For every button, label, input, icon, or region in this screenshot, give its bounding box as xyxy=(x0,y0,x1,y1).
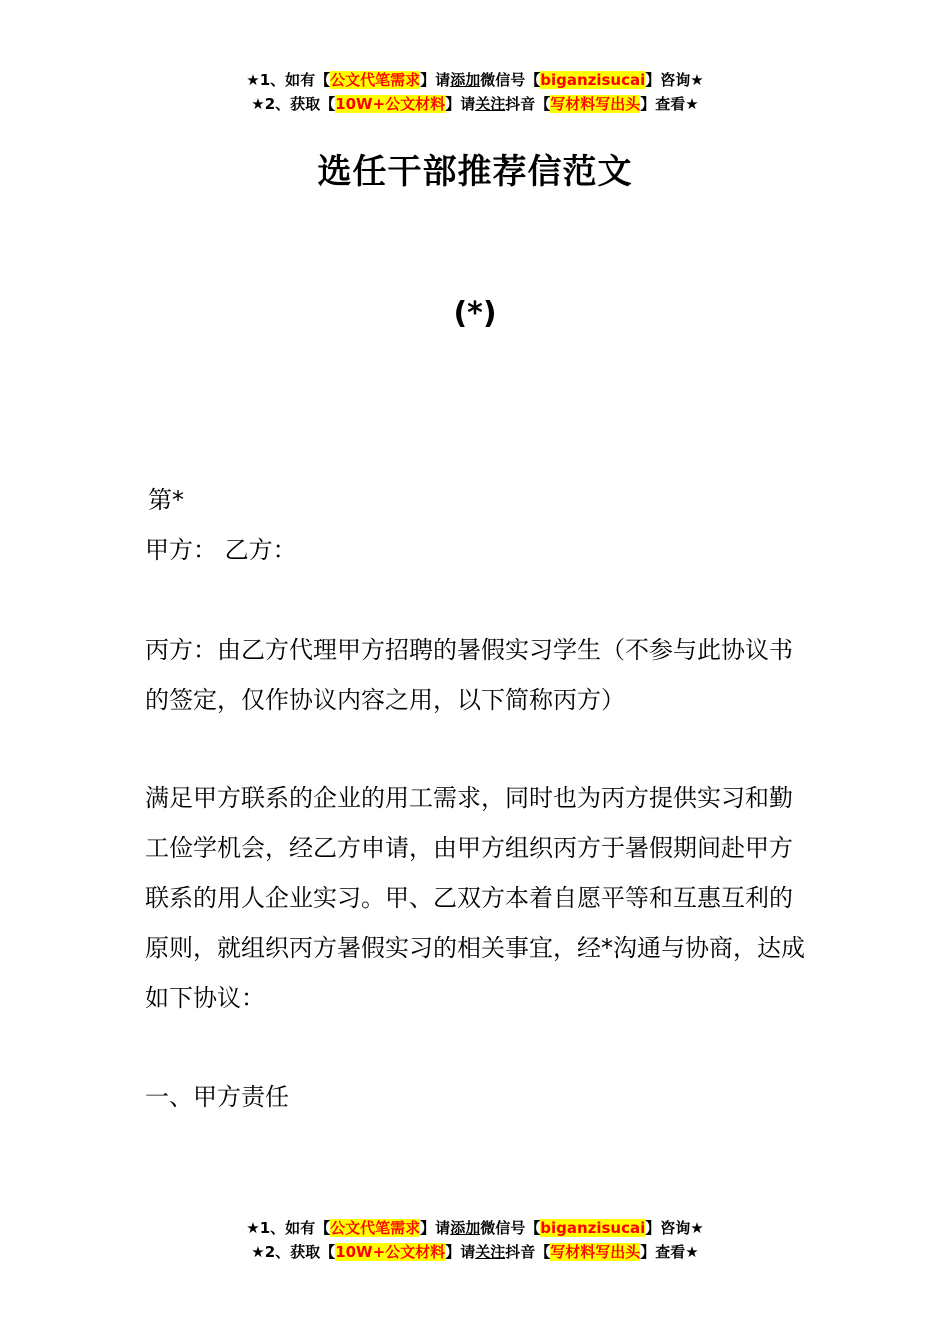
agreement-intro-paragraph: 满足甲方联系的企业的用工需求，同时也为丙方提供实习和勤工俭学机会，经乙方申请，由甲方组织丙方于暑假期间赴甲方联系的用人企业实习。甲、乙双方本着自愿平等和互惠互利的原则，就组织丙方暑假实习的相关事宜，经*沟通与协商，达成如下协议： xyxy=(145,784,805,1012)
banner-text: 】请 xyxy=(445,1243,476,1261)
banner-text: 】咨询★ xyxy=(645,71,704,89)
banner-highlight: 公文代笔需求 xyxy=(330,71,421,89)
section-heading: 一、甲方责任 xyxy=(145,1083,289,1111)
banner-highlight-wechat-id: biganzisucai xyxy=(540,71,646,89)
banner-line-1 xyxy=(0,68,950,92)
banner-text: 】查看★ xyxy=(640,95,699,113)
banner-line-2 xyxy=(0,1240,950,1264)
banner-text: 】请 xyxy=(445,95,476,113)
banner-underlined: 关注 xyxy=(475,95,506,113)
footer-banner xyxy=(0,1216,950,1264)
banner-text: 】请 xyxy=(420,1219,451,1237)
document-title: 选任干部推荐信范文 xyxy=(317,152,633,192)
banner-text: 微信号【 xyxy=(480,71,541,89)
banner-text: 】请 xyxy=(420,71,451,89)
banner-text: ★1、如有【 xyxy=(246,1219,331,1237)
banner-text: 微信号【 xyxy=(480,1219,541,1237)
banner-text: 抖音【 xyxy=(505,1243,551,1261)
banner-highlight: 10W+公文材料 xyxy=(335,95,446,113)
banner-text: 】咨询★ xyxy=(645,1219,704,1237)
banner-highlight-douyin: 写材料写出头 xyxy=(550,95,641,113)
banner-text: 】查看★ xyxy=(640,1243,699,1261)
banner-text: 抖音【 xyxy=(505,95,551,113)
banner-highlight-douyin: 写材料写出头 xyxy=(550,1243,641,1261)
banner-text: ★1、如有【 xyxy=(246,71,331,89)
banner-text: ★2、获取【 xyxy=(251,95,336,113)
banner-underlined: 关注 xyxy=(475,1243,506,1261)
banner-highlight: 10W+公文材料 xyxy=(335,1243,446,1261)
banner-highlight: 公文代笔需求 xyxy=(330,1219,421,1237)
banner-underlined: 添加 xyxy=(450,1219,481,1237)
banner-highlight-wechat-id: biganzisucai xyxy=(540,1219,646,1237)
party-c-paragraph: 丙方：由乙方代理甲方招聘的暑假实习学生（不参与此协议书的签定，仅作协议内容之用，以下简称丙方） xyxy=(145,636,793,714)
header-banner xyxy=(0,68,950,116)
parties-line: 甲方： 乙方： xyxy=(145,536,297,564)
numbering-line: 第* xyxy=(148,486,184,514)
banner-line-1 xyxy=(0,1216,950,1240)
banner-line-2 xyxy=(0,92,950,116)
banner-underlined: 添加 xyxy=(450,71,481,89)
banner-text: ★2、获取【 xyxy=(251,1243,336,1261)
document-subtitle: (*) xyxy=(453,296,497,331)
